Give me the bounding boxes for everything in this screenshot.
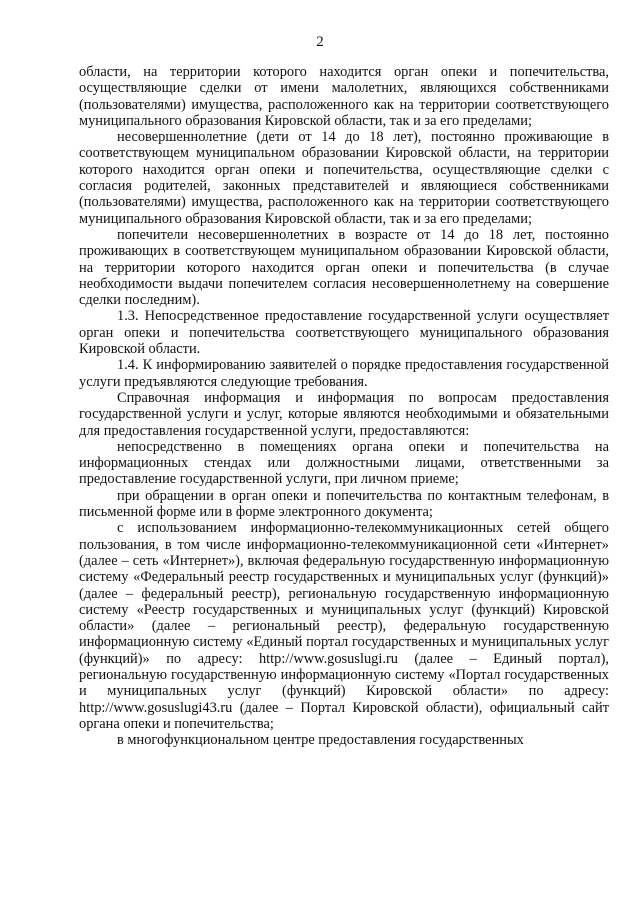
paragraph: попечители несовершеннолетних в возрасте от 14 до 18 лет, постоянно проживающих в соответствующем муниципальном образовании Кировской области, на территории которого находится орган опеки и попечительства (в случае необходимости выдачи попечителем согласия несовершеннолетнему на совершение сделки последним). [79,226,609,309]
paragraph: Справочная информация и информация по вопросам предоставления государственной услуги и услуг, которые являются необходимыми и обязательными для предоставления государственной услуги, предоставляются: [79,389,609,439]
paragraph: при обращении в орган опеки и попечительства по контактным телефонам, в письменной форме или в форме электронного документа; [79,487,609,521]
section-paragraph-1-3: 1.3. Непосредственное предоставление государственной услуги осуществляет орган опеки и попечительства соответствующего муниципального образования Кировской области. [79,308,609,358]
paragraph: области, на территории которого находится орган опеки и попечительства, осуществляющие сделки от имени малолетних, являющихся собственниками (пользователями) имущества, расположенного как на территории соответствующего муниципального образования Кировской области, так и за его пределами; [79,64,609,129]
page-number: 2 [316,34,324,50]
paragraph: непосредственно в помещениях органа опеки и попечительства на информационных стендах или должностными лицами, ответственными за предоставление государственной услуги, при личном приеме; [79,438,609,488]
paragraph: несовершеннолетние (дети от 14 до 18 лет), постоянно проживающие в соответствующем муниципальном образовании Кировской области, на территории которого находится орган опеки и попечительства, осуществляющие сделки с согласия родителей, законных представителей и являющиеся собственниками (пользователями) имущества, расположенного как на территории соответствующего муниципального образования Кировской области, так и за его пределами; [79,129,609,227]
document-body [79,64,609,748]
section-paragraph-1-4: 1.4. К информированию заявителей о порядке предоставления государственной услуги предъявляются следующие требования. [79,357,609,390]
paragraph: с использованием информационно-телекоммуникационных сетей общего пользования, в том числе информационно-телекоммуникационной сети «Интернет» (далее – сеть «Интернет»), включая федеральную государственную информационную систему «Федеральный реестр государственных и муниципальных услуг (функций)» (далее – федеральный реестр), региональную государственную информационную систему «Реестр государственных и муниципальных услуг (функций) Кировской области» (далее – региональный реестр), федеральную государственную информационную систему «Единый портал государственных и муниципальных услуг (функций)» по адресу: http://www.gosuslugi.ru (далее – Единый портал), региональную государственную информационную систему «Портал государственных и муниципальных услуг (функций) Кировской области» по адресу: http://www.gosuslugi43.ru (далее – Портал Кировской области), официальный сайт органа опеки и попечительства; [79,520,609,732]
paragraph: в многофункциональном центре предоставления государственных [117,732,524,749]
